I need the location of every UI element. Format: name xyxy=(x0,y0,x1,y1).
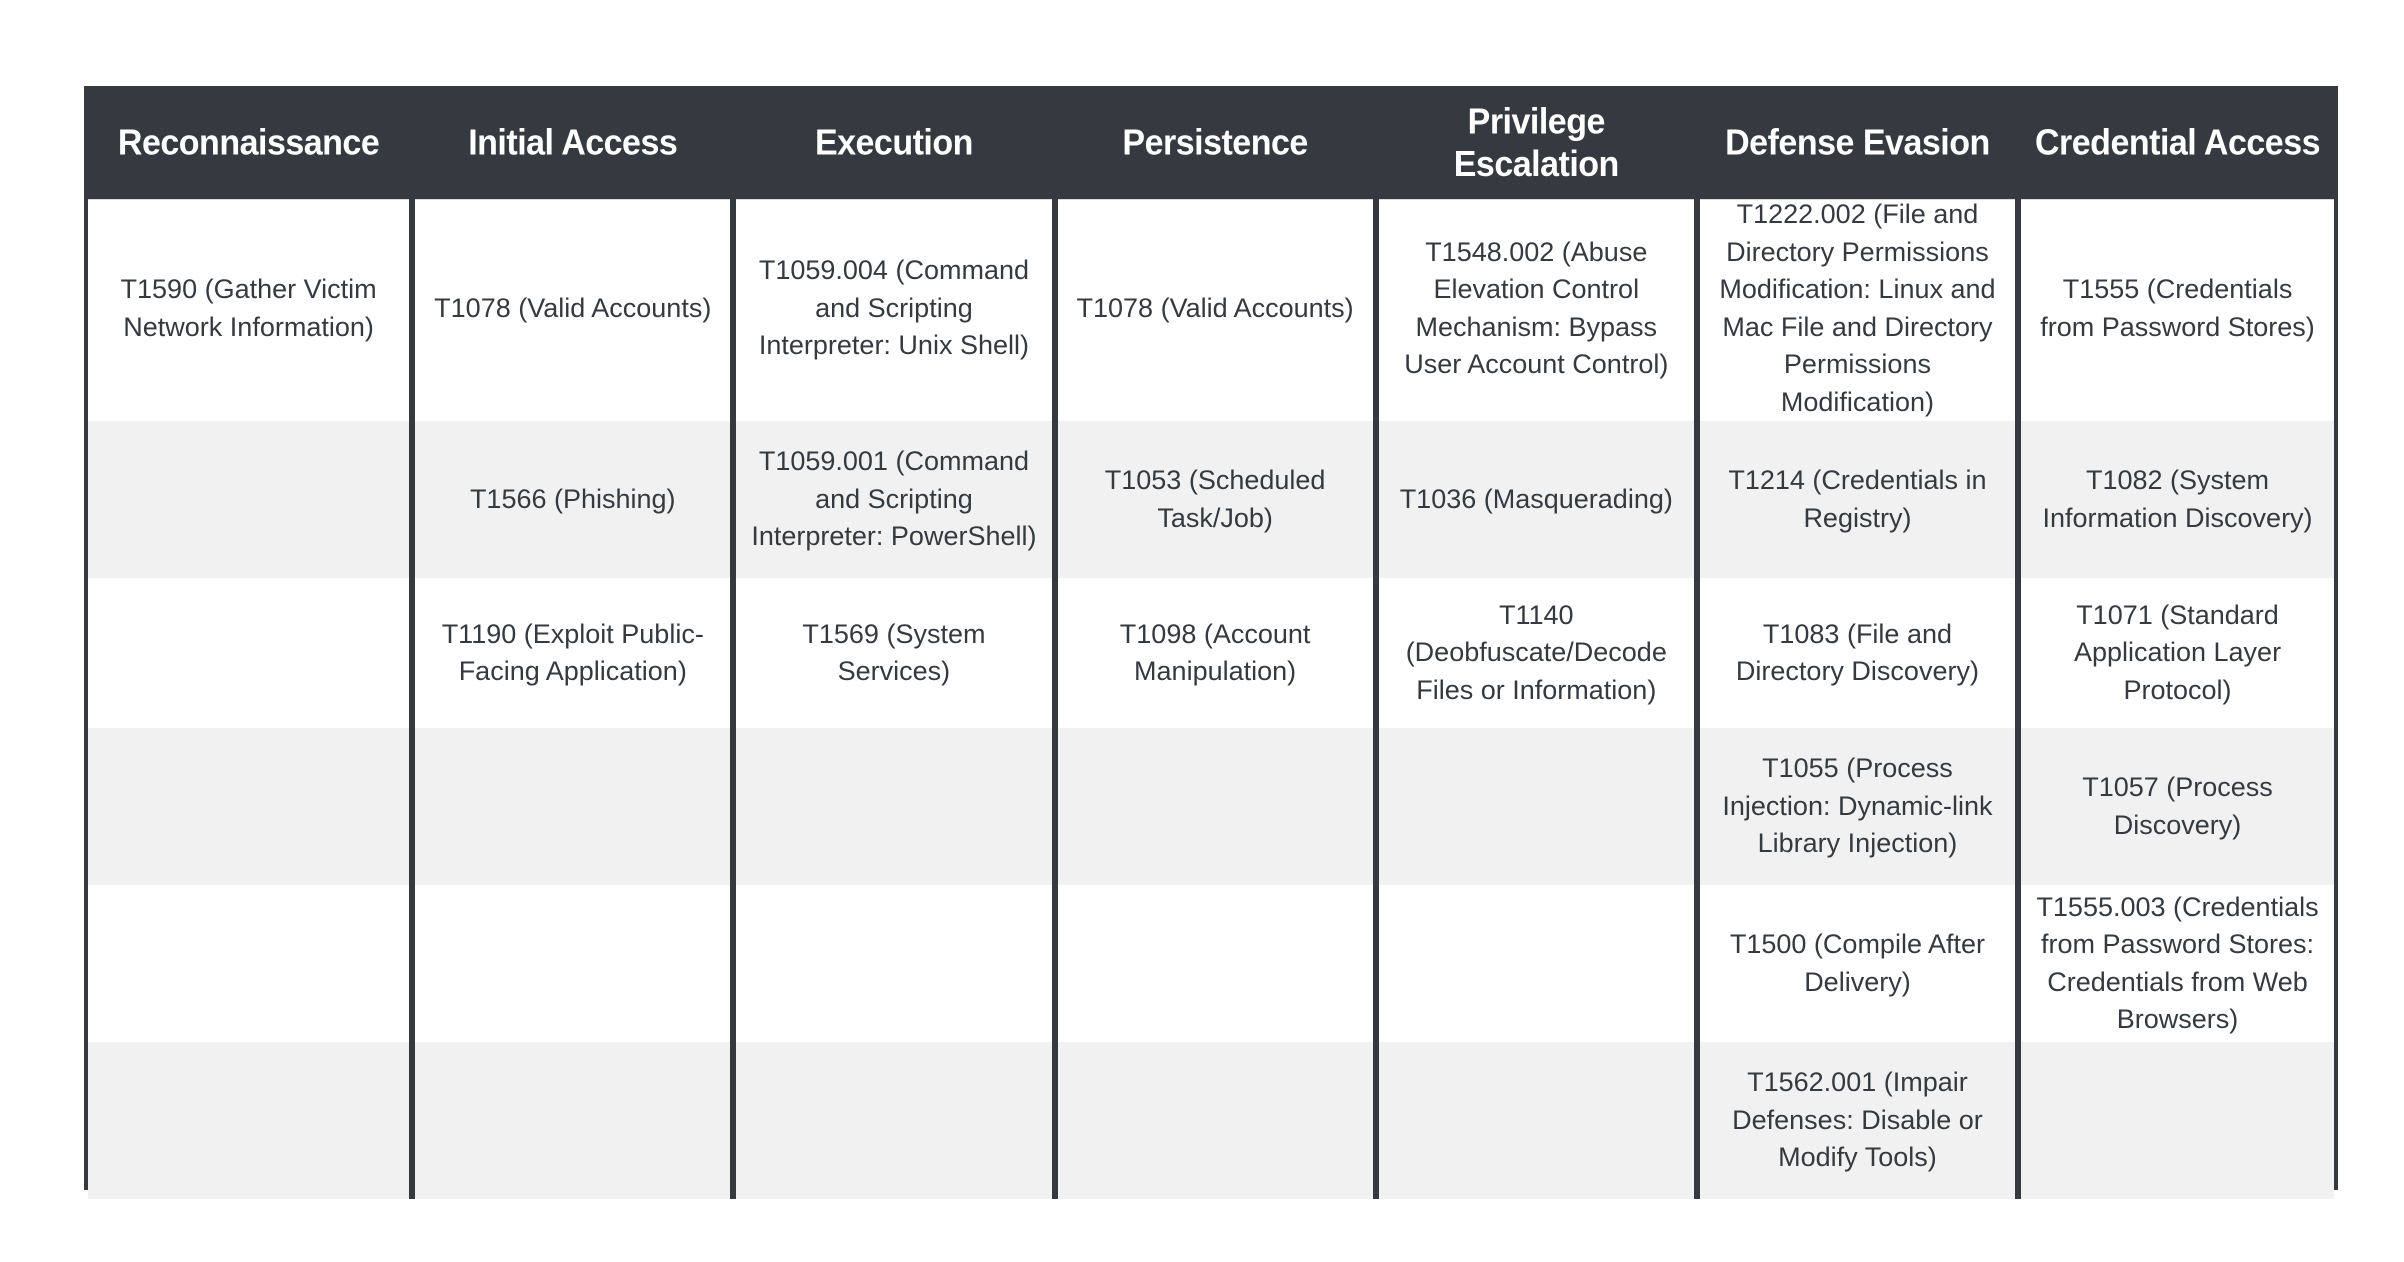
table-cell: T1555 (Credentials from Password Stores) xyxy=(2015,196,2334,421)
table-cell xyxy=(88,728,409,885)
table-cell: T1082 (System Information Discovery) xyxy=(2015,421,2334,578)
table-cell: T1059.004 (Command and Scripting Interpreter: Unix Shell) xyxy=(730,196,1051,421)
table-cell: T1036 (Masquerading) xyxy=(1373,421,1694,578)
column-header-reconnaissance: Reconnaissance xyxy=(88,87,409,199)
column-header-privilege-escalation: Privilege Escalation xyxy=(1373,87,1694,199)
table-row xyxy=(88,885,2334,1042)
table-cell: T1078 (Valid Accounts) xyxy=(1052,196,1373,421)
table-cell: T1222.002 (File and Directory Permissions Modification: Linux and Mac File and Directory Permissions Modification) xyxy=(1694,196,2015,421)
table-cell: T1083 (File and Directory Discovery) xyxy=(1694,578,2015,728)
table-cell xyxy=(1052,728,1373,885)
table-cell: T1059.001 (Command and Scripting Interpreter: PowerShell) xyxy=(730,421,1051,578)
table-cell xyxy=(409,885,730,1042)
column-header-credential-access: Credential Access xyxy=(2015,87,2334,199)
table-cell xyxy=(730,728,1051,885)
table-cell: T1214 (Credentials in Registry) xyxy=(1694,421,2015,578)
table-cell: T1548.002 (Abuse Elevation Control Mechanism: Bypass User Account Control) xyxy=(1373,196,1694,421)
table-row xyxy=(88,1042,2334,1199)
table-cell: T1140 (Deobfuscate/Decode Files or Information) xyxy=(1373,578,1694,728)
table-cell: T1053 (Scheduled Task/Job) xyxy=(1052,421,1373,578)
column-header-defense-evasion: Defense Evasion xyxy=(1694,87,2015,199)
table-cell: T1078 (Valid Accounts) xyxy=(409,196,730,421)
attack-matrix-table xyxy=(88,90,2334,1199)
table-cell: T1057 (Process Discovery) xyxy=(2015,728,2334,885)
table-cell: T1190 (Exploit Public-Facing Application) xyxy=(409,578,730,728)
table-cell: T1071 (Standard Application Layer Protocol) xyxy=(2015,578,2334,728)
table-cell: T1500 (Compile After Delivery) xyxy=(1694,885,2015,1042)
table-row xyxy=(88,421,2334,578)
table-row xyxy=(88,196,2334,421)
table-cell: T1055 (Process Injection: Dynamic-link Library Injection) xyxy=(1694,728,2015,885)
table-cell: T1566 (Phishing) xyxy=(409,421,730,578)
table-cell xyxy=(88,578,409,728)
table-cell xyxy=(1052,885,1373,1042)
table-cell xyxy=(88,1042,409,1199)
table-cell xyxy=(409,1042,730,1199)
table-cell xyxy=(1373,728,1694,885)
table-cell: T1569 (System Services) xyxy=(730,578,1051,728)
table-cell: T1098 (Account Manipulation) xyxy=(1052,578,1373,728)
table-cell xyxy=(1052,1042,1373,1199)
table-cell: T1555.003 (Credentials from Password Stores: Credentials from Web Browsers) xyxy=(2015,885,2334,1042)
table-cell xyxy=(730,885,1051,1042)
table-row xyxy=(88,578,2334,728)
table-cell xyxy=(88,885,409,1042)
table-cell xyxy=(409,728,730,885)
table-row xyxy=(88,728,2334,885)
table-cell xyxy=(1373,1042,1694,1199)
table-cell xyxy=(2015,1042,2334,1199)
table-cell: T1562.001 (Impair Defenses: Disable or Modify Tools) xyxy=(1694,1042,2015,1199)
column-header-initial-access: Initial Access xyxy=(409,87,730,199)
column-header-persistence: Persistence xyxy=(1052,87,1373,199)
table-cell xyxy=(730,1042,1051,1199)
column-header-execution: Execution xyxy=(730,87,1051,199)
header-row xyxy=(88,90,2334,196)
table-cell xyxy=(1373,885,1694,1042)
table-cell: T1590 (Gather Victim Network Information) xyxy=(88,196,409,421)
attack-matrix-frame xyxy=(84,86,2338,1190)
table-cell xyxy=(88,421,409,578)
